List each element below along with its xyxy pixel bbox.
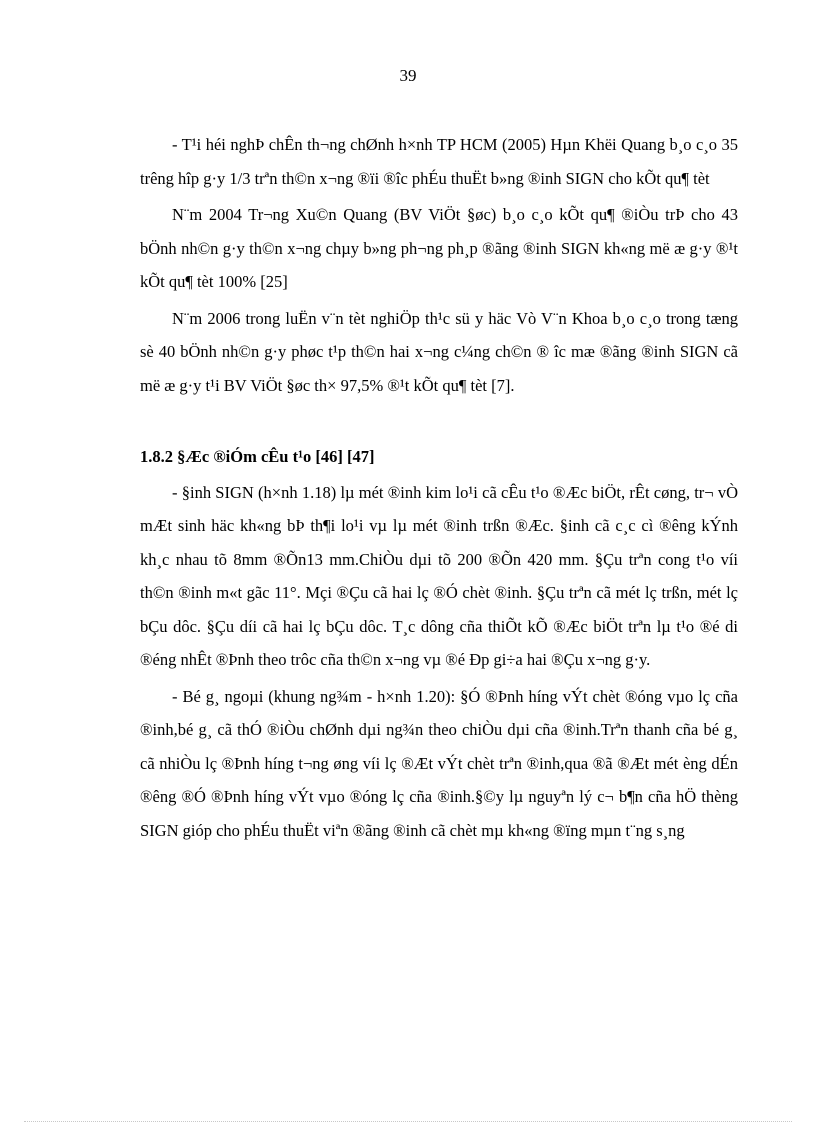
page-number: 39 [399,66,417,85]
paragraph-external-jig: - Bé g¸ ngoµi (khung ng¾m - h×nh 1.20): §Ó ®Þnh híng vÝt chèt ®óng vµo lç cña ®inh,bé g¸ cã thÓ ®iÒu chØnh dµi ng¾n theo chiÒu dµi cña ®inh.Trªn thanh cña bé g¸ cã nhiÒu lç ®Þnh híng t¬ng øng víi lç ®Æt vÝt chèt trªn ®inh,qua ®ã ®Æt mét èng dÉn ®êng ®Ó ®Þnh híng vÝt vµo ®óng lç cña ®inh.§©y lµ nguyªn lý c¬ b¶n cña hÖ thèng SIGN gióp cho phÉu thuËt viªn ®ãng ®inh cã chèt mµ kh«ng ®ïng mµn t¨ng s¸ng [140,686,738,840]
paragraph-truong-xuan-quang: N¨m 2004 Tr¬ng Xu©n Quang (BV ViÖt §øc) b¸o c¸o kÕt qu¶ ®iÒu trÞ cho 43 bÖnh nh©n g·y th©n x¬ng chµy b»ng ph¬ng ph¸p ®ãng ®inh SIGN kh«ng më æ g·y ®¹t kÕt qu¶ tèt 100% [25] [140,205,738,291]
paragraph-sign-nail-structure: - §inh SIGN (h×nh 1.18) lµ mét ®inh kim lo¹i cã cÊu t¹o ®Æc biÖt, rÊt cøng, tr¬ vÒ mÆt sinh häc kh«ng bÞ th¶i lo¹i vµ lµ mét ®inh trßn ®Æc. §inh cã c¸c cì ®êng kÝnh kh¸c nhau tõ 8mm ®Õn13 mm.ChiÒu dµi tõ 200 ®Õn 420 mm. §Çu trªn cong t¹o víi th©n ®inh m«t gãc 11°. Mçi ®Çu cã hai lç ®Ó chèt ®inh. §Çu trªn cã mét lç trßn, mét lç bÇu dôc. §Çu díi cã hai lç bÇu dôc. T¸c dông cña thiÕt kÕ ®Æc biÖt trªn lµ t¹o ®é di ®éng nhÊt ®Þnh theo trôc cña th©n x¬ng vµ ®é Ðp gi÷a hai ®Çu x¬ng g·y. [140,482,738,669]
page-bottom-rule [24,1121,792,1122]
section-heading: 1.8.2 §Æc ®iÓm cÊu t¹o [46] [47] [140,447,375,466]
document-body [140,128,738,850]
paragraph-vu-van-khoa: N¨m 2006 trong luËn v¨n tèt nghiÖp th¹c sü y häc Vò V¨n Khoa b¸o c¸o trong tæng sè 40 bÖnh nh©n g·y phøc t¹p th©n hai x¬ng c¼ng ch©n ® îc mæ ®ãng ®inh SIGN cã më æ g·y t¹i BV ViÖt §øc th× 97,5% ®¹t kÕt qu¶ tèt [7]. [140,308,738,395]
paragraph-han-khoi-quang: - T¹i héi nghÞ chÊn th¬ng chØnh h×nh TP HCM (2005) Hµn Khëi Quang b¸o c¸o 35 trêng hîp g·y 1/3 trªn th©n x¬ng ®ïi ®îc phÉu thuËt b»ng ®inh SIGN cho kÕt qu¶ tèt [140,135,738,188]
